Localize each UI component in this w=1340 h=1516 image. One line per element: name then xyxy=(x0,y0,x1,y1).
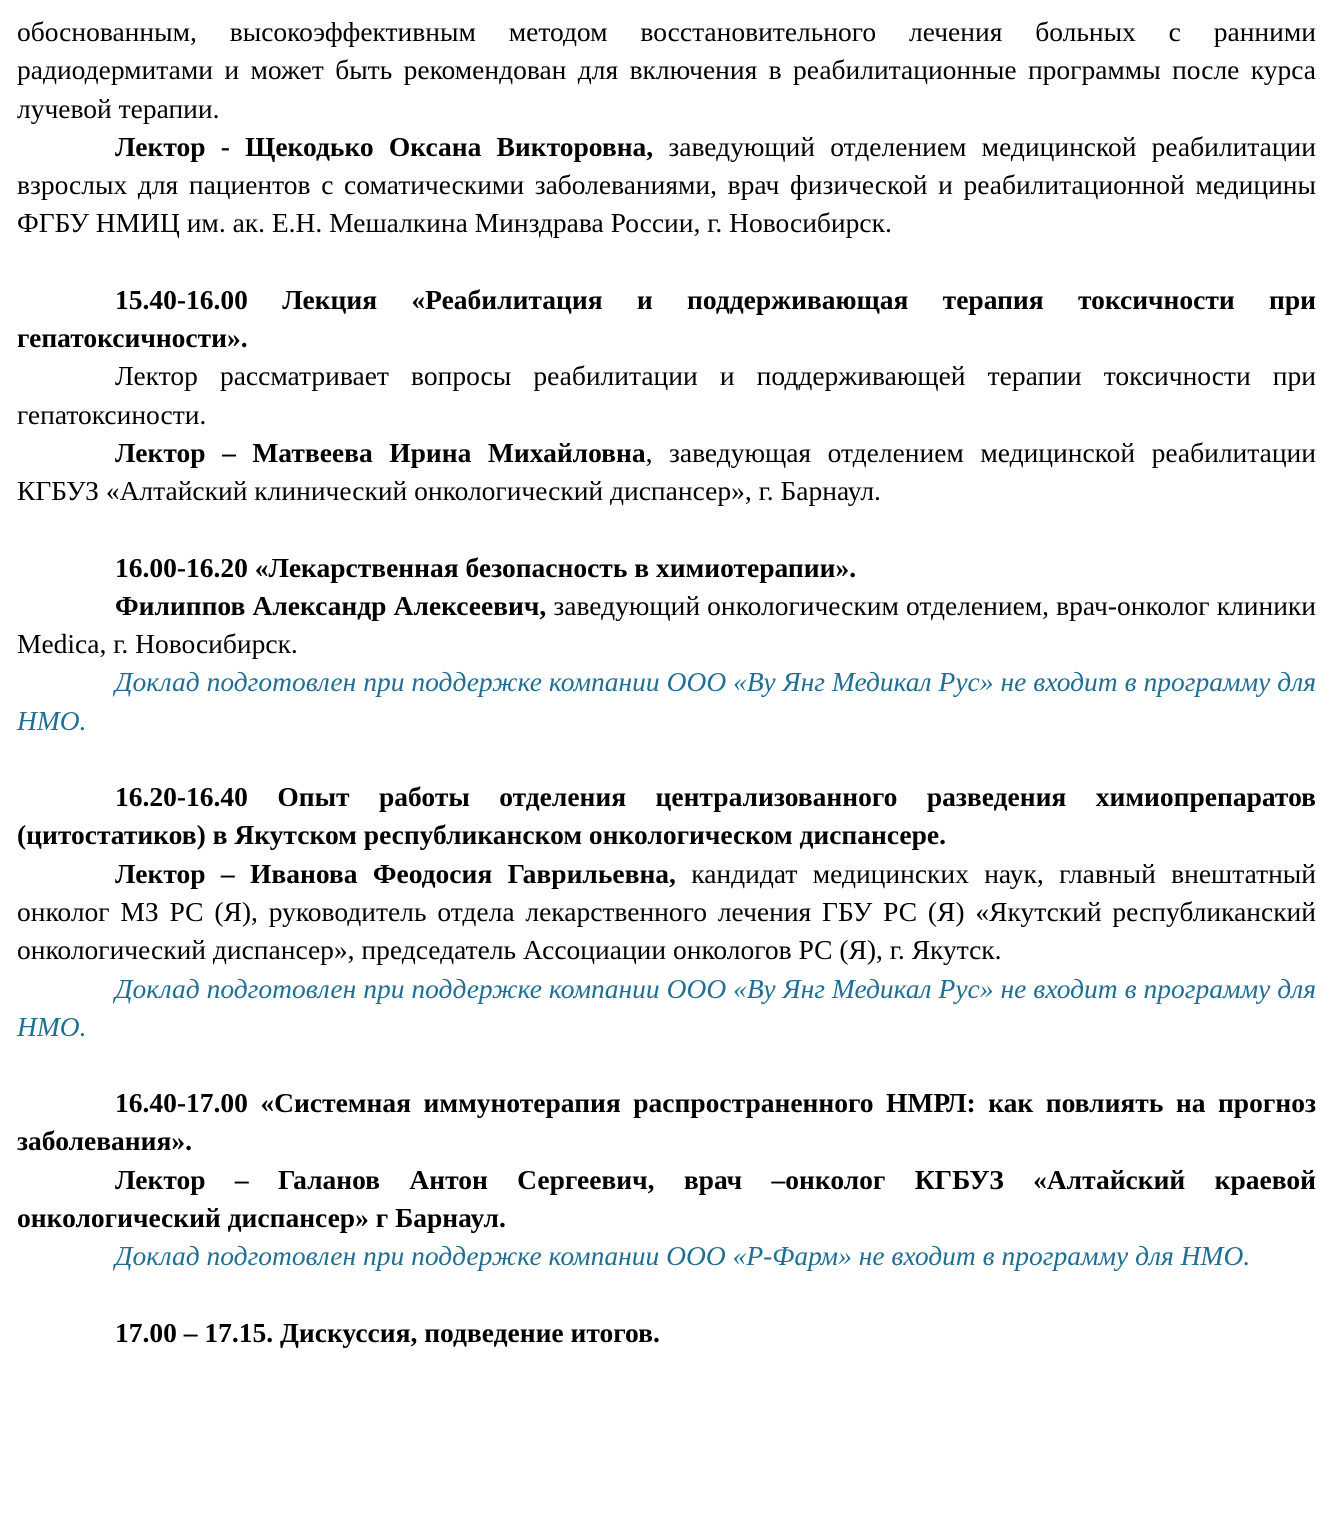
session2-lector-name: Филиппов Александр Алексеевич, xyxy=(115,589,547,621)
intro-paragraph: обоснованным, высокоэффективным методом восстановительного лечения больных с ранними радиодермитами и может быть рекомендован для включения в реабилитационные программы после курса лучевой терапии. xyxy=(17,16,1316,124)
session2-lector-details: заведующий онкологическим отделением, врач-онколог клиники Medica, г. Новосибирск. xyxy=(17,589,1317,660)
session3-note: Доклад подготовлен при поддержке компании ООО «Ву Янг Медикал Рус» не входит в программу для НМО. xyxy=(17,972,1316,1042)
session2-lector xyxy=(17,587,1316,664)
lector1-details: заведующий отделением медицинской реабилитации взрослых для пациентов с соматическими заболеваниями, врач физической и реабилитационной медицины ФГБУ НМИЦ им. ак. Е.Н. Мешалкина Минздрава России, г. Новосибирск. xyxy=(17,130,1316,239)
lector1-name: Лектор - Щекодько Оксана Викторовна, xyxy=(115,130,654,162)
session1-lector xyxy=(17,434,1316,511)
session1-title: 15.40-16.00 Лекция «Реабилитация и поддерживающая терапия токсичности при гепатоксичности». xyxy=(17,283,1316,354)
closing-title: 17.00 – 17.15. Дискуссия, подведение итогов. xyxy=(115,1316,660,1348)
session3-lector-details: кандидат медицинских наук, главный внештатный онколог МЗ РС (Я), руководитель отдела лекарственного лечения ГБУ РС (Я) «Якутский республиканский онкологический диспансер», председатель Ассоциации онкологов РС (Я), г. Якутск. xyxy=(17,857,1316,966)
session4-note: Доклад подготовлен при поддержке компании ООО «Р-Фарм» не входит в программу для НМО. xyxy=(115,1240,1251,1272)
session1-lector-details: , заведующая отделением медицинской реабилитации КГБУЗ «Алтайский клинический онкологический диспансер», г. Барнаул. xyxy=(17,436,1316,507)
session3-lector xyxy=(17,855,1316,970)
session2-title: 16.00-16.20 «Лекарственная безопасность в химиотерапии». xyxy=(115,551,857,583)
session1-description: Лектор рассматривает вопросы реабилитации и поддерживающей терапии токсичности при гепатоксиности. xyxy=(17,360,1316,430)
session4-lector: Лектор – Галанов Антон Сергеевич, врач –онколог КГБУЗ «Алтайский краевой онкологический диспансер» г Барнаул. xyxy=(17,1163,1316,1234)
lector1-paragraph xyxy=(17,128,1316,243)
session1-lector-name: Лектор – Матвеева Ирина Михайловна xyxy=(115,436,646,468)
session2-note: Доклад подготовлен при поддержке компании ООО «Ву Янг Медикал Рус» не входит в программу для НМО. xyxy=(17,666,1316,736)
session3-lector-name: Лектор – Иванова Феодосия Гаврильевна, xyxy=(115,857,676,889)
session3-title: 16.20-16.40 Опыт работы отделения централизованного разведения химиопрепаратов (цитостатиков) в Якутском республиканском онкологическом диспансере. xyxy=(17,781,1316,851)
session4-title: 16.40-17.00 «Системная иммунотерапия распространенного НМРЛ: как повлиять на прогноз заболевания». xyxy=(17,1087,1316,1157)
